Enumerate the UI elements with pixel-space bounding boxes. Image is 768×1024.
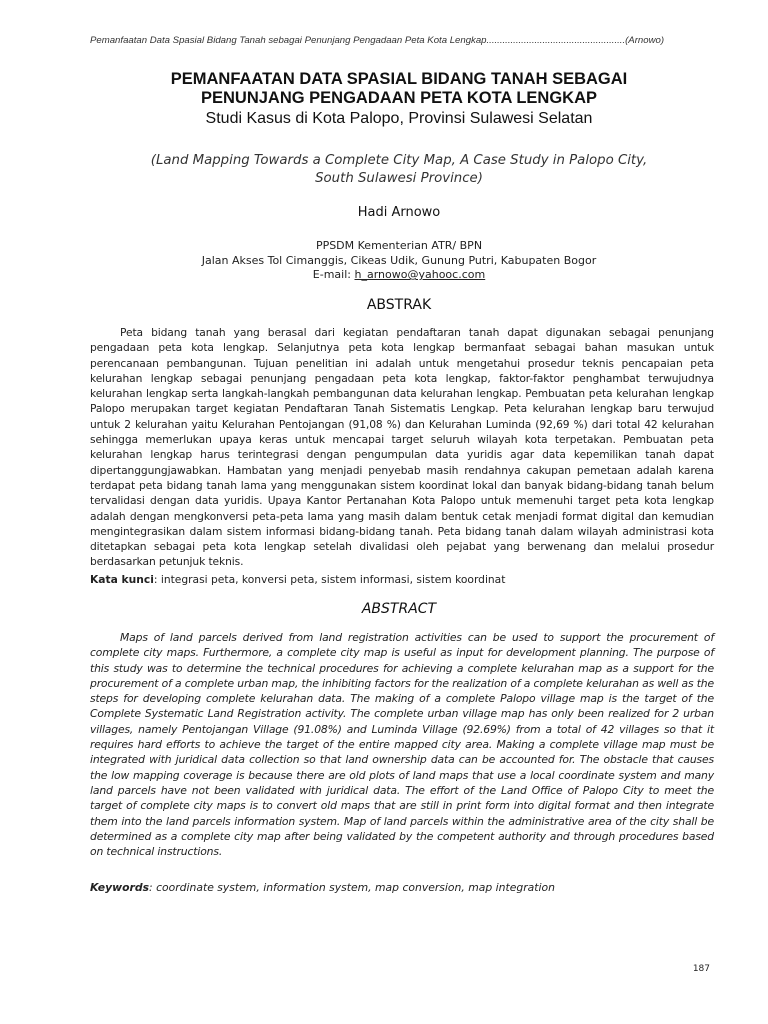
author-name: Hadi Arnowo <box>357 205 441 220</box>
author-email-line <box>80 268 718 283</box>
page-number: 187 <box>692 964 710 974</box>
kata-kunci-label: Kata kunci <box>90 573 154 586</box>
abstract-text: Maps of land parcels derived from land registration activities can be used to support the procurement of complete city maps. Furthermore, a complete city map is useful as input for development planning. The purpose of this study was to determine the technical procedures for achieving a complete kelurahan map as a support for the procurement of a complete urban map, the inhibiting factors for the realization of a complete kelurahan as well as the steps for developing complete kelurahan data. The making of a complete Palopo village map is the target of the Complete Systematic Land Registration activity. The complete urban village map has only been realized for 2 urban villages, namely Pentojangan Village (91.08%) and Luminda Village (92.69%) from a total of 42 villages so that it requires hard efforts to achieve the target of the entire mapped city area. Making a complete village map must be integrated with juridical data collection so that land ownership data can be accounted for. The obstacle that causes the low mapping coverage is because there are old plots of land maps that use a local coordinate system and many land parcels have not been validated with juridical data. The effort of the Land Office of Palopo City to meet the target of complete city maps is to convert old maps that are still in print form into digital format and then integrate them into the land parcels information system. Map of land parcels within the administrative area of the city shall be determined as a complete city map after being validated by the competent authority and through procedures based on technical instructions. <box>90 631 714 859</box>
english-title <box>90 152 708 188</box>
kata-kunci-line <box>90 573 714 586</box>
title-block <box>80 70 718 129</box>
abstract-heading: ABSTRACT <box>361 601 437 617</box>
keywords-label: Keywords <box>90 881 150 894</box>
english-title-line-2: South Sulawesi Province) <box>315 171 483 186</box>
paper-title-line-2: PENUNJANG PENGADAAN PETA KOTA LENGKAP <box>200 89 598 107</box>
running-header: Pemanfaatan Data Spasial Bidang Tanah sebagai Penunjang Pengadaan Peta Kota Lengkap....................................................(Arnowo) <box>90 35 665 46</box>
email-link[interactable]: h_arnowo@yahooc.com <box>354 268 486 282</box>
abstrak-text: Peta bidang tanah yang berasal dari kegiatan pendaftaran tanah dapat digunakan sebagai penunjang pengadaan peta kota lengkap. Selanjutnya peta kota lengkap bermanfaat sebagai bahan masukan untuk perencanaan pembangunan. Tujuan penelitian ini adalah untuk mengetahui prosedur teknis pencapaian peta kelurahan lengkap sebagai penunjang pengadaan peta kota lengkap, faktor-faktor penghambat terwujudnya kelurahan lengkap serta langkah-langkah pembangunan data kelurahan lengkap. Pembuatan peta kelurahan lengkap Palopo merupakan target kegiatan Pendaftaran Tanah Sistematis Lengkap. Peta kelurahan lengkap baru terwujud untuk 2 kelurahan yaitu Kelurahan Pentojangan (91,08 %) dan Kelurahan Luminda (92,69 %) dari total 42 kelurahan sehingga memerlukan upaya keras untuk mencapai target seluruh wilayah kota terpetakan. Pembuatan peta kelurahan lengkap harus terintegrasi dengan pengumpulan data yuridis agar data kepemilikan tanah dapat dipertanggungjawabkan. Hambatan yang menjadi penyebab masih rendahnya cakupan pemetaan adalah karena terdapat peta bidang tanah lama yang menggunakan sistem koordinat lokal dan banyak bidang-bidang tanah belum tervalidasi dengan data yuridis. Upaya Kantor Pertanahan Kota Palopo untuk memenuhi target peta kota lengkap adalah dengan mengkonversi peta-peta lama yang masih dalam bentuk cetak menjadi format digital dan kemudian mengintegrasikan dalam sistem informasi bidang-bidang tanah. Peta bidang tanah dalam wilayah administrasi kota ditetapkan sebagai peta kota lengkap setelah divalidasi oleh pejabat yang berwenang dan melalui prosedur berdasarkan petunjuk teknis. <box>90 326 714 569</box>
author-address: Jalan Akses Tol Cimanggis, Cikeas Udik, Gunung Putri, Kabupaten Bogor <box>201 253 597 267</box>
author-institution: PPSDM Kementerian ATR/ BPN <box>315 239 483 252</box>
english-title-line-1: (Land Mapping Towards a Complete City Map, A Case Study in Palopo City, <box>150 153 648 168</box>
paper-subtitle: Studi Kasus di Kota Palopo, Provinsi Sulawesi Selatan <box>205 110 593 127</box>
author-affiliation <box>80 239 718 283</box>
abstrak-heading: ABSTRAK <box>366 297 432 313</box>
paper-title-line-1: PEMANFAATAN DATA SPASIAL BIDANG TANAH SEBAGAI <box>170 70 628 88</box>
email-label: E-mail: <box>312 268 355 282</box>
keywords-values: : coordinate system, information system, map conversion, map integration <box>149 881 555 894</box>
kata-kunci-values: : integrasi peta, konversi peta, sistem informasi, sistem koordinat <box>153 573 506 586</box>
keywords-line <box>90 881 714 894</box>
